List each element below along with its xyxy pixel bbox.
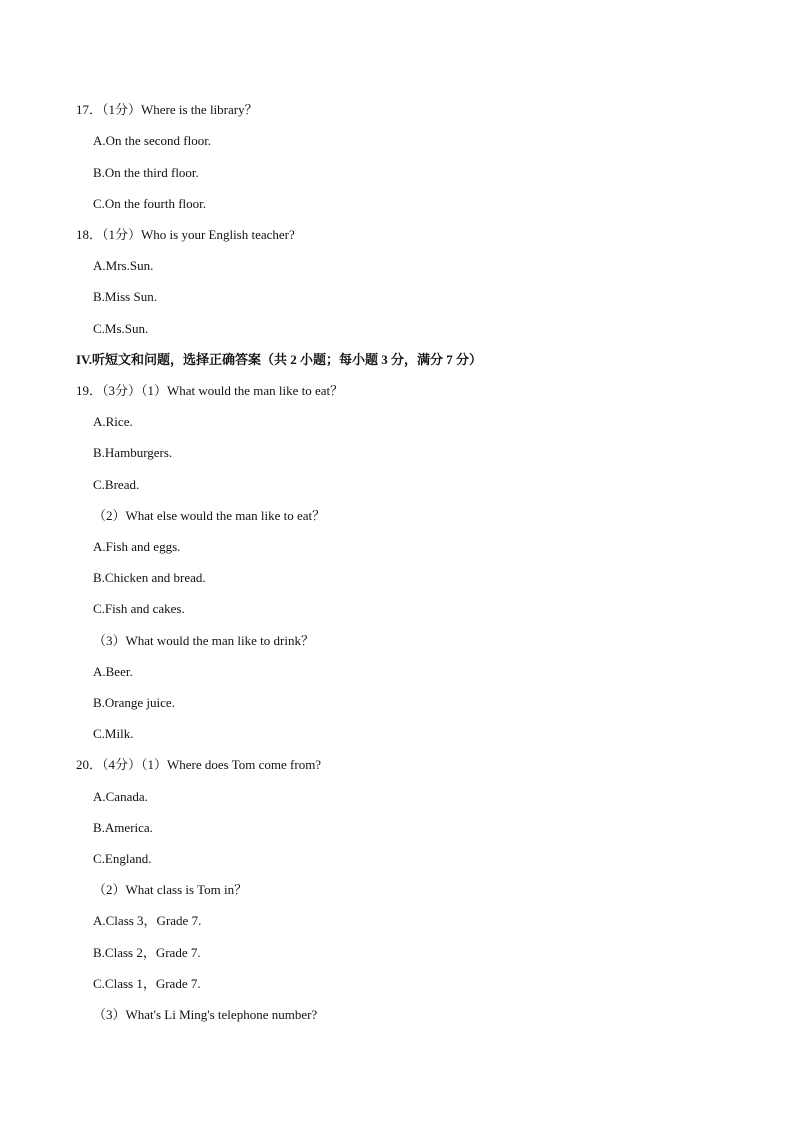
- question-19-2-option-c: C.Fish and cakes.: [93, 601, 185, 616]
- question-19-1-option-a: A.Rice.: [93, 414, 133, 429]
- question-20-2-option-a: A.Class 3，Grade 7.: [93, 913, 202, 928]
- section-iv-heading: IV.听短文和问题，选择正确答案（共 2 小题；每小题 3 分，满分 7 分）: [76, 352, 483, 367]
- question-20-sub-2: （2）What class is Tom in？: [93, 882, 248, 897]
- question-20-sub-3: （3）What's Li Ming's telephone number?: [93, 1007, 318, 1022]
- question-18-stem: 18．（1分）Who is your English teacher?: [76, 227, 295, 242]
- question-19-1-option-b: B.Hamburgers.: [93, 445, 173, 460]
- question-19-stem: 19．（3分）（1）What would the man like to eat？: [76, 383, 344, 398]
- question-19-3-option-b: B.Orange juice.: [93, 695, 175, 710]
- question-19-3-option-a: A.Beer.: [93, 664, 133, 679]
- question-18-option-b: B.Miss Sun.: [93, 289, 157, 304]
- question-20-2-option-b: B.Class 2，Grade 7.: [93, 945, 201, 960]
- question-17-stem: 17．（1分）Where is the library？: [76, 102, 258, 117]
- question-17-option-a: A.On the second floor.: [93, 133, 212, 148]
- question-19-2-option-b: B.Chicken and bread.: [93, 570, 206, 585]
- question-20-1-option-b: B.America.: [93, 820, 153, 835]
- question-19-sub-2: （2）What else would the man like to eat？: [93, 508, 326, 523]
- question-19-1-option-c: C.Bread.: [93, 477, 140, 492]
- question-19-2-option-a: A.Fish and eggs.: [93, 539, 181, 554]
- question-20-1-option-a: A.Canada.: [93, 789, 148, 804]
- question-18-option-a: A.Mrs.Sun.: [93, 258, 154, 273]
- question-19-3-option-c: C.Milk.: [93, 726, 134, 741]
- question-20-1-option-c: C.England.: [93, 851, 152, 866]
- question-17-option-b: B.On the third floor.: [93, 165, 199, 180]
- question-20-2-option-c: C.Class 1，Grade 7.: [93, 976, 201, 991]
- question-18-option-c: C.Ms.Sun.: [93, 321, 149, 336]
- question-20-stem: 20．（4分）（1）Where does Tom come from?: [76, 757, 322, 772]
- question-19-sub-3: （3）What would the man like to drink？: [93, 633, 314, 648]
- question-17-option-c: C.On the fourth floor.: [93, 196, 207, 211]
